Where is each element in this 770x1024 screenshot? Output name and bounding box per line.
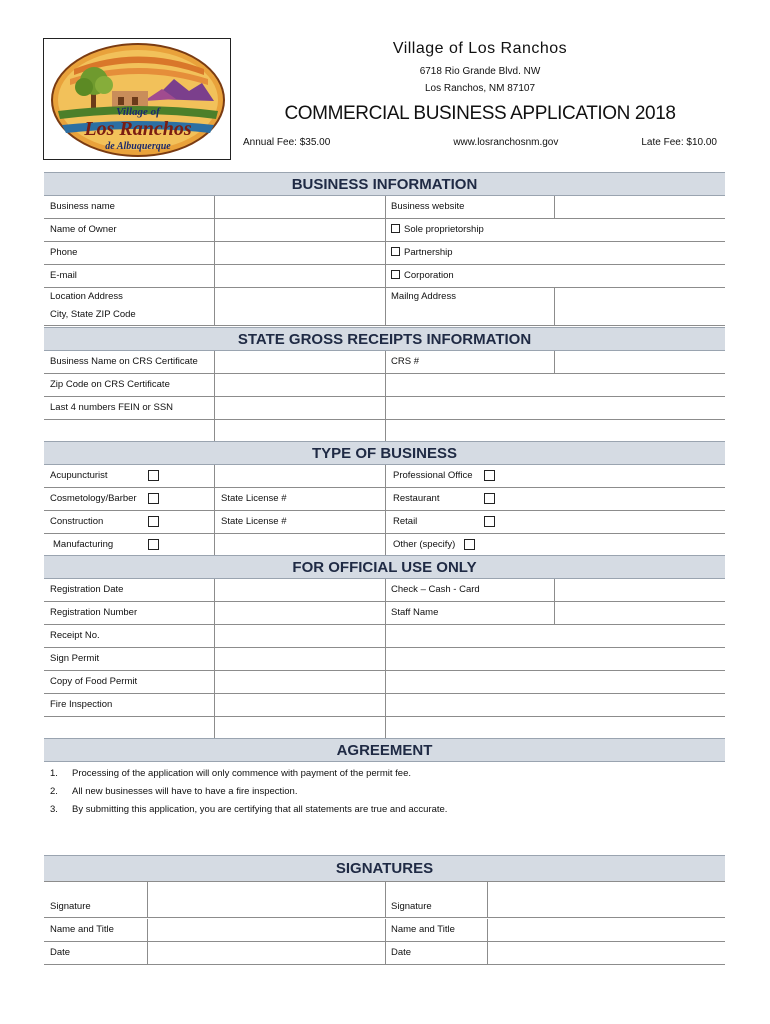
email-field[interactable]	[215, 265, 385, 287]
svg-text:Village of: Village of	[116, 106, 160, 118]
row-phone	[44, 242, 725, 265]
manufacturing-label: Manufacturing	[53, 539, 114, 550]
receipt-no-field[interactable]	[215, 625, 385, 647]
other-checkbox[interactable]	[464, 539, 475, 550]
payment-field[interactable]	[555, 579, 725, 601]
phone-field[interactable]	[215, 242, 385, 264]
other-label: Other (specify)	[393, 539, 456, 550]
row-email	[44, 265, 725, 288]
sign-permit-label: Sign Permit	[50, 653, 100, 664]
registration-date-field[interactable]	[215, 579, 385, 601]
row-sign-permit	[44, 648, 725, 671]
row-fein	[44, 397, 725, 420]
retail-checkbox[interactable]	[484, 516, 495, 527]
header-block	[240, 38, 720, 125]
check-cash-card-label: Check – Cash - Card	[391, 584, 480, 595]
retail-label: Retail	[393, 516, 418, 527]
svg-text:Los Ranchos: Los Ranchos	[84, 118, 192, 140]
name-title-left-label: Name and Title	[50, 924, 114, 935]
fein-field[interactable]	[215, 397, 385, 419]
row-crs-certificate	[44, 351, 725, 374]
row-fire-inspection	[44, 694, 725, 717]
annual-fee: Annual Fee: $35.00	[243, 137, 331, 148]
name-title-right-label: Name and Title	[391, 924, 455, 935]
date-left-label: Date	[50, 947, 71, 958]
corporation-option[interactable]: Corporation	[385, 265, 454, 287]
cosmetology-label: Cosmetology/Barber	[50, 493, 137, 504]
checkbox-icon[interactable]	[391, 270, 400, 279]
row-location-address	[44, 288, 725, 326]
logo-emblem-icon	[44, 39, 231, 160]
row-name-of-owner	[44, 219, 725, 242]
section-state-gross-receipts: STATE GROSS RECEIPTS INFORMATION	[44, 327, 725, 351]
registration-date-label: Registration Date	[50, 584, 124, 595]
mailing-address-label: Mailng Address	[391, 291, 456, 302]
mailing-address-field[interactable]	[555, 288, 725, 325]
phone-label: Phone	[50, 247, 78, 258]
receipt-no-label: Receipt No.	[50, 630, 100, 641]
row-signature	[44, 881, 725, 918]
address-line-1: 6718 Rio Grande Blvd. NW	[419, 66, 541, 77]
checkbox-icon[interactable]	[391, 247, 400, 256]
business-website-field[interactable]	[555, 196, 725, 218]
name-of-owner-label: Name of Owner	[50, 224, 117, 235]
date-right-field[interactable]	[488, 942, 725, 964]
row-registration-number	[44, 602, 725, 625]
row-blank-state	[44, 420, 725, 443]
section-business-information: BUSINESS INFORMATION	[44, 172, 725, 196]
row-cosmetology	[44, 488, 725, 511]
late-fee: Late Fee: $10.00	[641, 137, 717, 148]
row-copy-food-permit	[44, 671, 725, 694]
section-official-use: FOR OFFICIAL USE ONLY	[44, 555, 725, 579]
date-right-label: Date	[391, 947, 412, 958]
crs-name-label: Business Name on CRS Certificate	[50, 356, 198, 367]
business-name-field[interactable]	[215, 196, 385, 218]
row-registration-date	[44, 579, 725, 602]
row-name-title	[44, 919, 725, 942]
crs-number-field[interactable]	[555, 351, 725, 373]
sign-permit-field[interactable]	[215, 648, 385, 670]
fire-inspection-label: Fire Inspection	[50, 699, 113, 710]
restaurant-checkbox[interactable]	[484, 493, 495, 504]
copy-food-permit-field[interactable]	[215, 671, 385, 693]
svg-text:de Albuquerque: de Albuquerque	[105, 141, 171, 152]
crs-number-label: CRS #	[391, 356, 419, 367]
section-signatures: SIGNATURES	[44, 855, 725, 881]
fein-label: Last 4 numbers FEIN or SSN	[50, 402, 174, 413]
email-label: E-mail	[50, 270, 77, 281]
professional-office-label: Professional Office	[393, 470, 473, 481]
date-left-field[interactable]	[148, 942, 385, 964]
agreement-item-3: 3. By submitting this application, you are certifying that all statements are true and accurate.	[50, 804, 448, 815]
manufacturing-checkbox[interactable]	[148, 539, 159, 550]
name-of-owner-field[interactable]	[215, 219, 385, 241]
acupuncturist-checkbox[interactable]	[148, 470, 159, 481]
restaurant-label: Restaurant	[393, 493, 440, 504]
staff-name-field[interactable]	[555, 602, 725, 624]
section-type-of-business: TYPE OF BUSINESS	[44, 441, 725, 465]
sole-proprietorship-option[interactable]: Sole proprietorship	[385, 219, 484, 241]
address-line-2: Los Ranchos, NM 87107	[424, 83, 536, 94]
row-date	[44, 942, 725, 965]
agreement-item-2: 2. All new businesses will have to have a fire inspection.	[50, 786, 298, 797]
row-receipt-no	[44, 625, 725, 648]
zip-crs-field[interactable]	[215, 374, 385, 396]
checkbox-icon[interactable]	[391, 224, 400, 233]
fire-inspection-field[interactable]	[215, 694, 385, 716]
row-manufacturing	[44, 534, 725, 557]
name-title-right-field[interactable]	[488, 919, 725, 941]
village-title: Village of Los Ranchos	[392, 40, 568, 57]
location-address-label: Location Address City, State ZIP Code	[50, 291, 136, 320]
zip-crs-label: Zip Code on CRS Certificate	[50, 379, 170, 390]
application-title: COMMERCIAL BUSINESS APPLICATION 2018	[284, 103, 676, 124]
signature-right-field[interactable]	[488, 882, 725, 917]
row-construction	[44, 511, 725, 534]
state-license-label-2: State License #	[221, 516, 287, 527]
signature-right-label: Signature	[391, 901, 432, 912]
section-agreement: AGREEMENT	[44, 738, 725, 762]
village-logo	[43, 38, 231, 160]
construction-checkbox[interactable]	[148, 516, 159, 527]
row-zip-crs	[44, 374, 725, 397]
name-title-left-field[interactable]	[148, 919, 385, 941]
fee-row	[243, 137, 717, 148]
acupuncturist-label: Acupuncturist	[50, 470, 108, 481]
website-link[interactable]: www.losranchosnm.gov	[453, 137, 559, 148]
professional-office-checkbox[interactable]	[484, 470, 495, 481]
construction-label: Construction	[50, 516, 104, 527]
copy-food-permit-label: Copy of Food Permit	[50, 676, 138, 687]
signature-left-label: Signature	[50, 901, 91, 912]
state-license-label-1: State License #	[221, 493, 287, 504]
registration-number-label: Registration Number	[50, 607, 138, 618]
staff-name-label: Staff Name	[391, 607, 439, 618]
partnership-option[interactable]: Partnership	[385, 242, 453, 264]
location-address-field[interactable]	[215, 288, 385, 325]
signature-left-field[interactable]	[148, 882, 385, 917]
crs-name-field[interactable]	[215, 351, 385, 373]
business-website-label: Business website	[391, 201, 465, 212]
registration-number-field[interactable]	[215, 602, 385, 624]
row-acupuncturist	[44, 465, 725, 488]
agreement-item-1: 1. Processing of the application will only commence with payment of the permit fee.	[50, 768, 411, 779]
row-business-name	[44, 196, 725, 219]
row-blank-official	[44, 717, 725, 740]
cosmetology-checkbox[interactable]	[148, 493, 159, 504]
business-name-label: Business name	[50, 201, 115, 212]
